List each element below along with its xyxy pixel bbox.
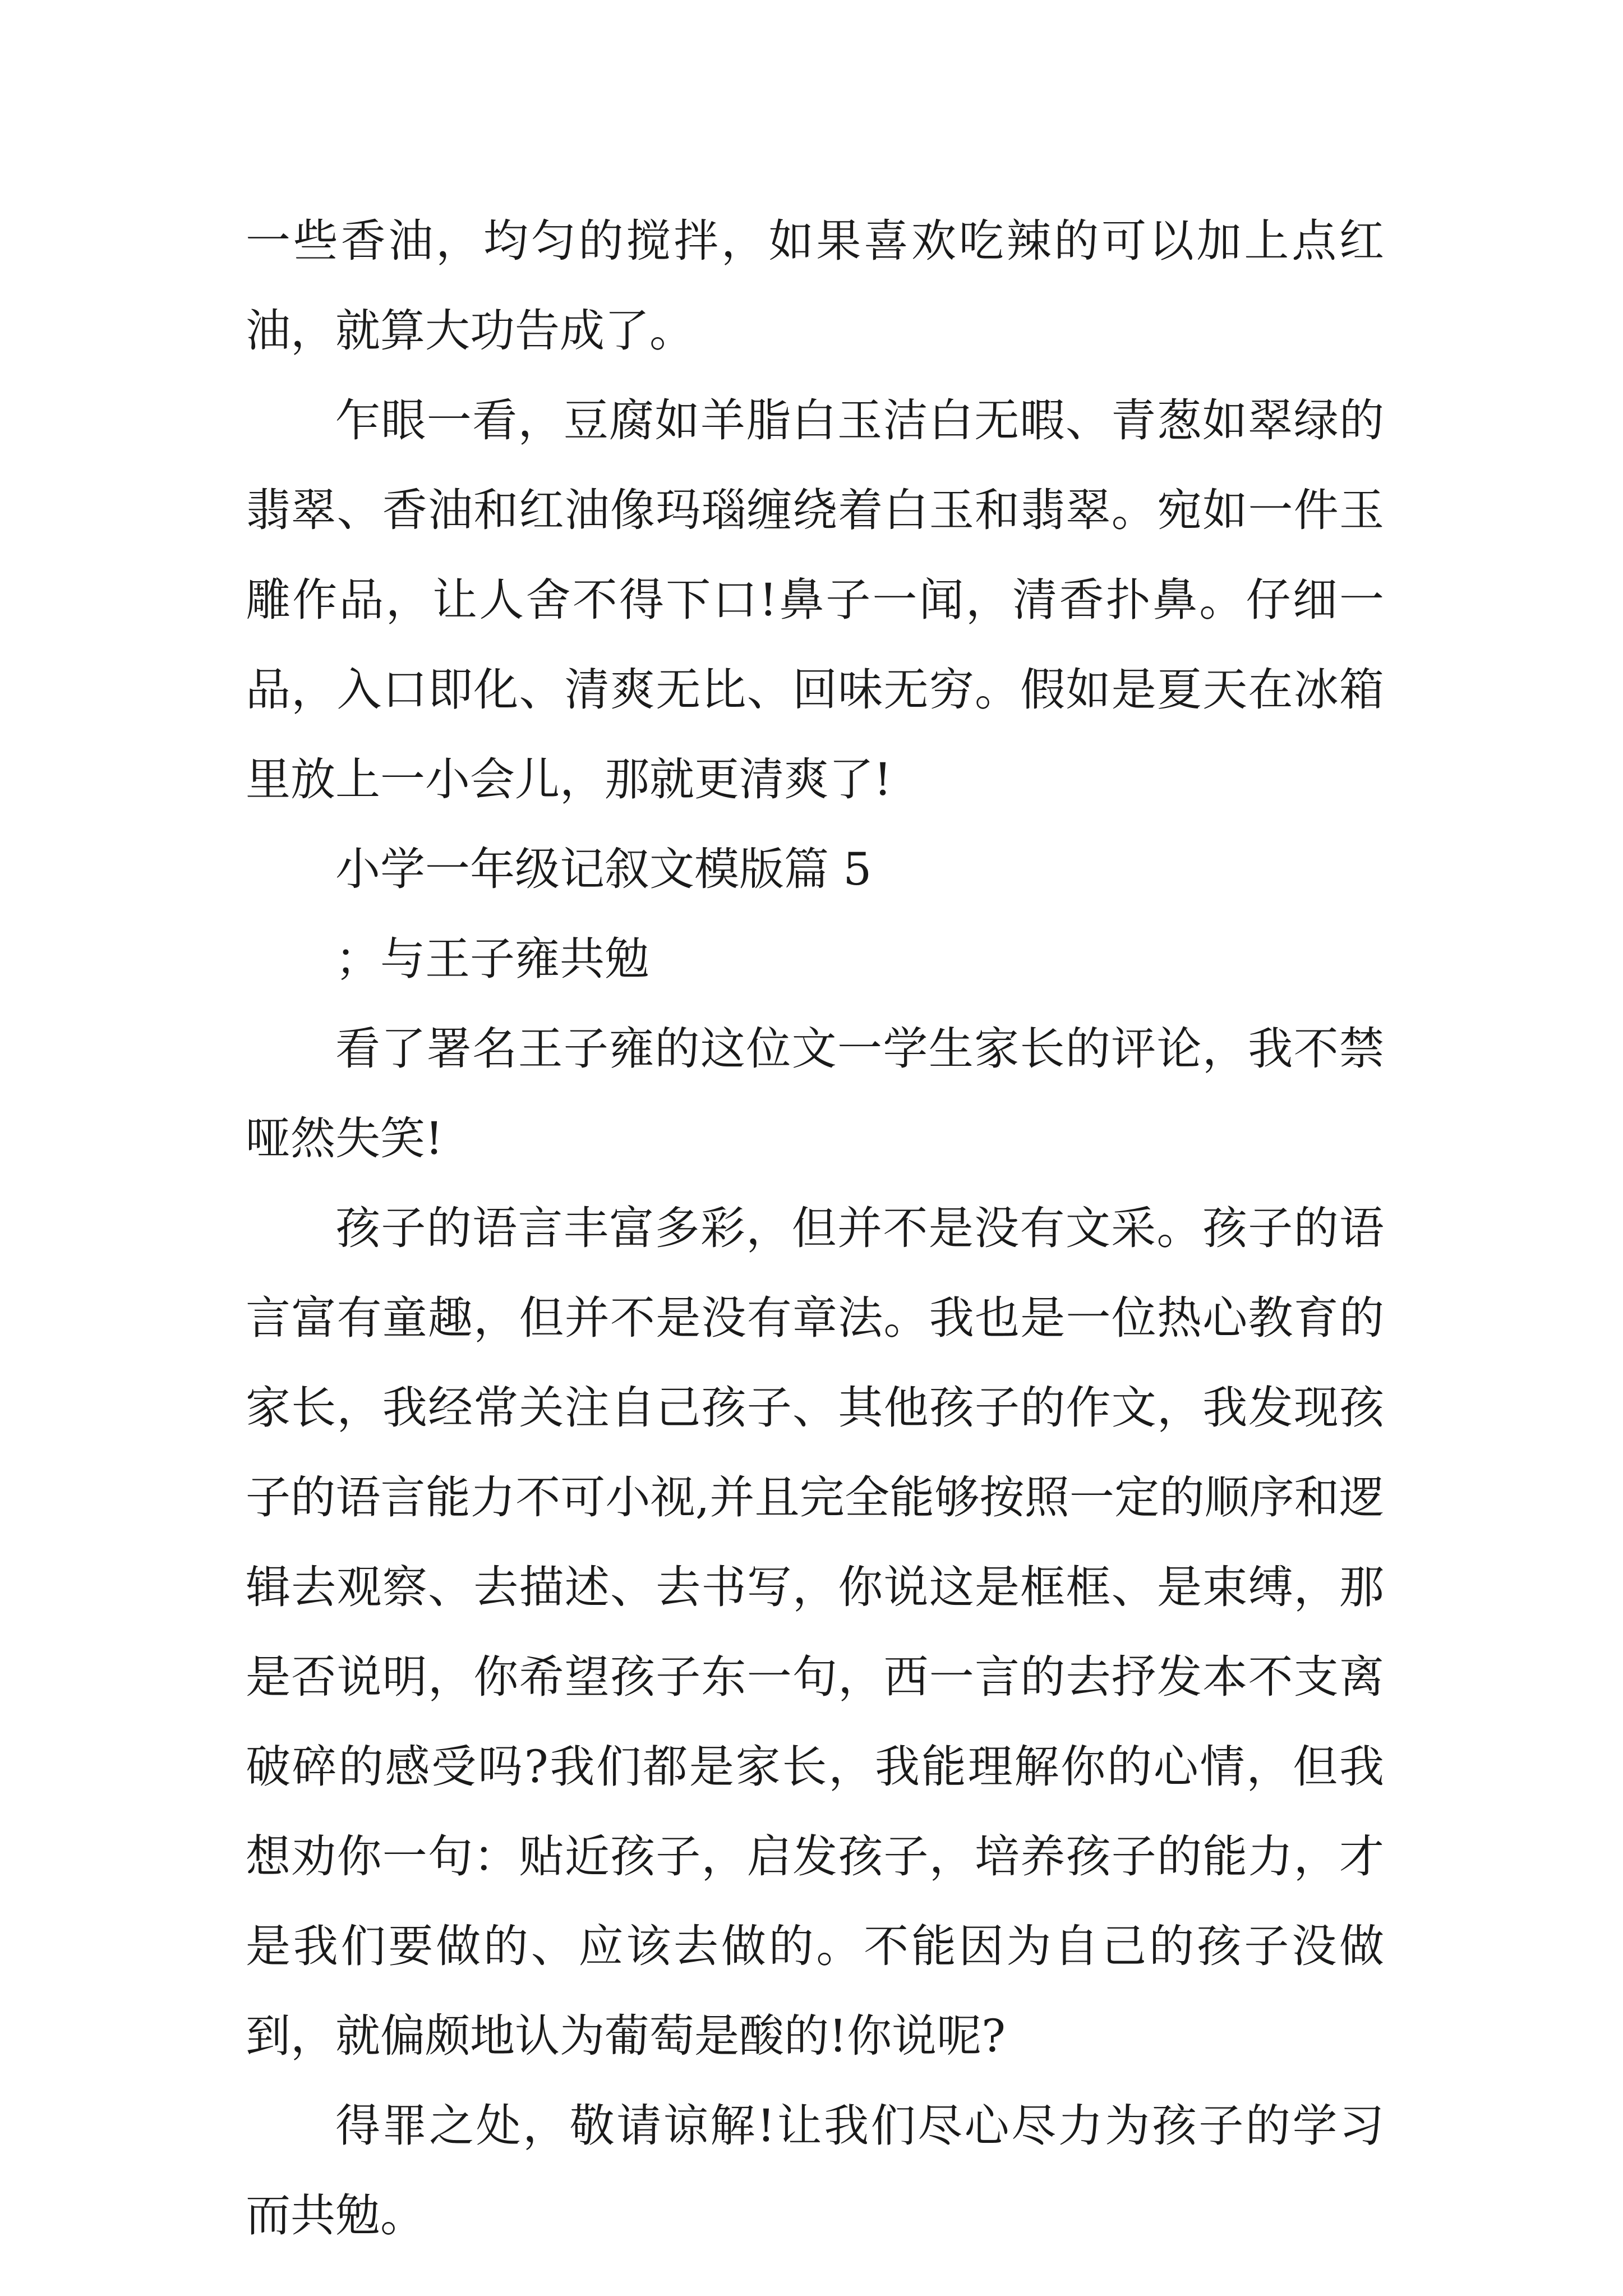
paragraph-body: 孩子的语言丰富多彩，但并不是没有文采。孩子的语言富有童趣，但并不是没有章法。我也是一位热心教育的家长，我经常关注自己孩子、其他孩子的作文，我发现孩子的语言能力不可小视,并且完全能够按照一定的顺序和逻辑去观察、去描述、去书写，你说这是框框、是束缚，那是否说明，你希望孩子东一句，西一言的去抒发本不支离破碎的感受吗?我们都是家长，我能理解你的心情，但我想劝你一句：贴近孩子，启发孩子，培养孩子的能力，才是我们要做的、应该去做的。不能因为自己的孩子没做到，就偏颇地认为葡萄是酸的!你说呢?: [246, 1202, 1384, 2062]
paragraph-continuation: 一些香油，均匀的搅拌，如果喜欢吃辣的可以加上点红油，就算大功告成了。: [246, 215, 1384, 357]
document-body: [246, 196, 1384, 2261]
paragraph-closing: 得罪之处，敬请谅解!让我们尽心尽力为孩子的学习而共勉。: [246, 2100, 1384, 2242]
paragraph-description: 乍眼一看，豆腐如羊脂白玉洁白无暇、青葱如翠绿的翡翠、香油和红油像玛瑙缠绕着白玉和翡翠。宛如一件玉雕作品，让人舍不得下口!鼻子一闻，清香扑鼻。仔细一品，入口即化、清爽无比、回味无穷。假如是夏天在冰箱里放上一小会儿，那就更清爽了!: [246, 394, 1384, 806]
section-subtitle: ；与王子雍共勉: [335, 933, 649, 985]
section-heading: 小学一年级记叙文模版篇 5: [335, 843, 872, 895]
paragraph-intro: 看了署名王子雍的这位文一学生家长的评论，我不禁哑然失笑!: [246, 1023, 1384, 1165]
